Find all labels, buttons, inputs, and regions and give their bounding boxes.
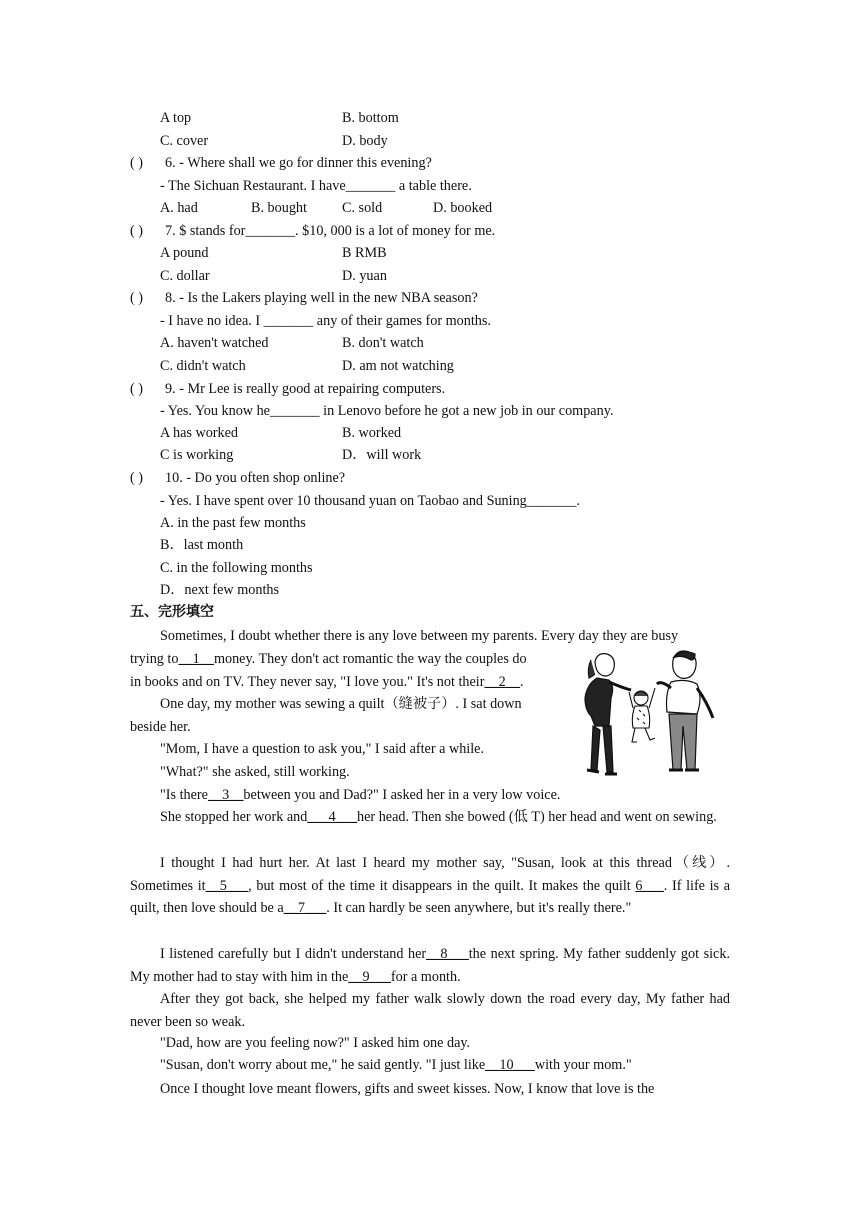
q8-option-b: B. don't watch — [342, 335, 424, 351]
q10-option-b: B．last month — [160, 537, 244, 553]
family-illustration — [573, 648, 723, 783]
q10-option-d: D．next few months — [160, 582, 280, 598]
q7-option-d: D. yuan — [342, 268, 387, 284]
q7-answer-paren: ( ) — [130, 223, 143, 239]
q5-option-c: C. cover — [160, 133, 209, 149]
father-figure — [657, 651, 713, 770]
passage-paragraph: She stopped her work and___4___her head. Then she bowed (低 T) her head and went on sewing. — [160, 809, 717, 825]
passage-paragraph: I thought I had hurt her. At last I heard my mother say, "Susan, look at this thread（线）. Sometimes it__5___, but most of the time it disappears in the quilt. It makes the quilt 6___. If life is a quilt, then love should be a__7___. It can hardly be seen anywhere, but it's really there." — [130, 855, 731, 916]
q9-answer-paren: ( ) — [130, 381, 143, 397]
q8-stem: 8. - Is the Lakers playing well in the new NBA season? — [165, 290, 478, 306]
blank-10: __10___ — [485, 1057, 535, 1073]
q5-option-d: D. body — [342, 133, 388, 149]
q6-option-c: C. sold — [342, 200, 383, 216]
q6-stem: 6. - Where shall we go for dinner this evening? — [165, 155, 432, 171]
q7-option-a: A pound — [160, 245, 209, 261]
passage-paragraph: Once I thought love meant flowers, gifts and sweet kisses. Now, I know that love is the — [160, 1081, 655, 1097]
q10-answer-paren: ( ) — [130, 470, 143, 486]
passage-paragraph: After they got back, she helped my father walk slowly down the road every day, My father had never been so weak. — [130, 991, 730, 1030]
passage-line: beside her. — [130, 719, 191, 735]
q5-option-b: B. bottom — [342, 110, 399, 126]
passage-line: trying to__1__money. They don't act romantic the way the couples do — [130, 651, 527, 667]
passage-line: "What?" she asked, still working. — [160, 764, 350, 780]
q6-option-b: B. bought — [251, 200, 307, 216]
q8-option-d: D. am not watching — [342, 358, 454, 374]
q8-response: - I have no idea. I _______ any of their games for months. — [160, 313, 491, 329]
blank-8: __8___ — [426, 946, 469, 962]
blank-2: __2__ — [484, 674, 520, 690]
blank-6: 6___ — [635, 877, 664, 894]
blank-9: __9___ — [348, 968, 391, 985]
q6-answer-paren: ( ) — [130, 155, 143, 171]
passage-line: One day, my mother was sewing a quilt（缝被子）. I sat down — [160, 696, 522, 712]
passage-line: "Is there__3__between you and Dad?" I asked her in a very low voice. — [160, 787, 561, 803]
q9-option-b: B. worked — [342, 425, 402, 441]
passage-line: "Susan, don't worry about me," he said gently. "I just like__10___with your mom." — [160, 1057, 632, 1073]
q10-option-c: C. in the following months — [160, 560, 313, 576]
blank-5: __5___ — [205, 877, 249, 894]
q6-option-d: D. booked — [433, 200, 493, 216]
blank-7: __7___ — [283, 900, 327, 916]
q8-option-a: A. haven't watched — [160, 335, 269, 351]
q8-option-c: C. didn't watch — [160, 358, 246, 374]
passage-paragraph: I listened carefully but I didn't understand her__8___the next spring. My father suddenly got sick. My mother had to stay with him in the__9___for a month. — [130, 946, 730, 985]
q7-stem: 7. $ stands for_______. $10, 000 is a lot of money for me. — [165, 223, 496, 239]
q9-option-d: D．will work — [342, 447, 422, 463]
passage-line: Sometimes, I doubt whether there is any love between my parents. Every day they are busy — [160, 628, 679, 644]
q8-answer-paren: ( ) — [130, 290, 143, 306]
blank-4: ___4___ — [307, 809, 358, 825]
q10-response: - Yes. I have spent over 10 thousand yuan on Taobao and Suning_______. — [160, 493, 580, 509]
q7-option-c: C. dollar — [160, 268, 210, 284]
passage-line: "Mom, I have a question to ask you," I said after a while. — [160, 741, 485, 757]
q6-option-a: A. had — [160, 200, 198, 216]
q9-response: - Yes. You know he_______ in Lenovo before he got a new job in our company. — [160, 403, 614, 419]
section-heading: 五、完形填空 — [130, 604, 214, 620]
q7-option-b: B RMB — [342, 245, 387, 261]
child-figure — [629, 688, 655, 742]
blank-1: __1__ — [178, 651, 214, 667]
q5-option-a: A top — [160, 110, 192, 126]
q10-option-a: A. in the past few months — [160, 515, 306, 531]
mother-figure — [585, 654, 631, 774]
q9-stem: 9. - Mr Lee is really good at repairing computers. — [165, 381, 446, 397]
q10-stem: 10. - Do you often shop online? — [165, 470, 346, 486]
passage-line: in books and on TV. They never say, "I love you." It's not their__2__. — [130, 674, 524, 690]
q9-option-c: C is working — [160, 447, 234, 463]
q9-option-a: A has worked — [160, 425, 239, 441]
passage-line: "Dad, how are you feeling now?" I asked him one day. — [160, 1035, 471, 1051]
q6-response: - The Sichuan Restaurant. I have_______ a table there. — [160, 178, 472, 194]
blank-3: __3__ — [207, 787, 244, 803]
